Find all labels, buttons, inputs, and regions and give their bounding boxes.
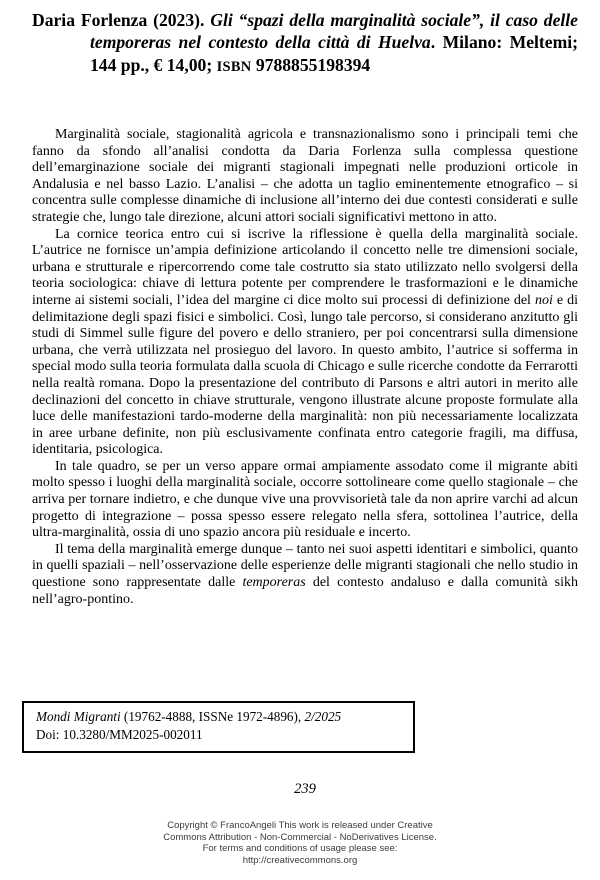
review-paragraph: La cornice teorica entro cui si iscrive la riflessione è quella della marginalità sociale. L’autrice ne fornisce un’ampia definizione articolando il concetto nelle tre dimensioni sociale, urbana e strutturale e ripercorrendo come tale costrutto sia stato utilizzato nello svolgersi della teoria sociologica: chiave di lettura potente per comprendere le trasformazioni e le dinamiche interne ai sistemi sociali, l’idea del margine ci dice molto sui processi di definizione del noi e di delimitazione degli spazi fisici e simbolici. Così, lungo tale percorso, si considerano anzitutto gli studi di Simmel sulle figure del povero e dello straniero, per poi concentrarsi sulla dimensione urbana, che verrà utilizzata nel prosieguo del lavoro. In questo ambito, l’autrice si sofferma in special modo sulla teoria formulata dalla scuola di Chicago e sulle ricerche condotte da Ferrarotti nella realtà romana. Dopo la presentazione del contributo di Parsons e altri autori in merito alle declinazioni del concetto in chiave strutturale, vengono illustrate alcune proposte formulate alla luce delle manifestazioni tardo-moderne della marginalità: non più necessariamente localizzata in aree urbane definite, non più esclusivamente confinata entro categorie fragili, ma diffusa, identitaria, psicologica. bbox=[32, 226, 579, 458]
review-paragraph: Il tema della marginalità emerge dunque – tanto nei suoi aspetti identitari e simbolici, quanto in quelli spaziali – nell’osservazione delle esperienze delle migranti stagionali che nello studio in questione sono rappresentate dalle temporeras del contesto andaluso e dalla comunità sikh nell’agro-pontino. bbox=[32, 541, 578, 607]
journal-doi-line: Doi: 10.3280/MM2025-002011 bbox=[36, 726, 203, 742]
review-paragraph: Marginalità sociale, stagionalità agricola e transnazionalismo sono i principali temi che fanno da sfondo all’analisi condotta da Daria Forlenza sulla complessa questione dell’emarginazione sociale dei migranti stagionali impegnati nelle produzioni orticole in Andalusia e nel basso Lazio. L’analisi – che adotta un taglio eminentemente etnografico – si concentra sulle complesse dinamiche di inclusione all’interno dei due contesti considerati e sulle strategie che, lungo tale direzione, alcuni attori sociali significativi mettono in atto. bbox=[32, 127, 578, 225]
journal-issue-line: Mondi Migranti (19762-4888, ISSNe 1972-4896), 2/2025 bbox=[36, 709, 342, 724]
book-citation: Daria Forlenza (2023). Gli “spazi della marginalità sociale”, il caso delle temporeras nel contesto della città di Huelva. Milano: Meltemi; 144 pp., € 14,00; ISBN 9788855198394 bbox=[32, 10, 578, 75]
copyright-line: http://creativecommons.org bbox=[242, 854, 358, 866]
copyright-line: For terms and conditions of usage please see: bbox=[202, 843, 398, 854]
review-body bbox=[32, 127, 578, 608]
copyright-footer bbox=[0, 820, 600, 866]
page-number: 239 bbox=[294, 781, 316, 797]
journal-info-box bbox=[22, 701, 415, 753]
review-paragraph: In tale quadro, se per un verso appare ormai ampiamente assodato come il migrante abiti molto spesso i luoghi della marginalità sociale, occorre sottolineare come quello stagionale – che arriva per tornare indietro, e che dunque vive una provvisorietà tale da non aprire varchi ad alcun progetto di integrazione – possa spesso essere relegato nella sfera, sottolinea l’autrice, della ultra-marginalità, ossia di uno spazio ancora più residuale e incerto. bbox=[32, 458, 578, 541]
copyright-line: Copyright © FrancoAngeli This work is released under Creative bbox=[167, 820, 433, 831]
copyright-line: Commons Attribution - Non-Commercial - NoDerivatives License. bbox=[163, 831, 437, 843]
